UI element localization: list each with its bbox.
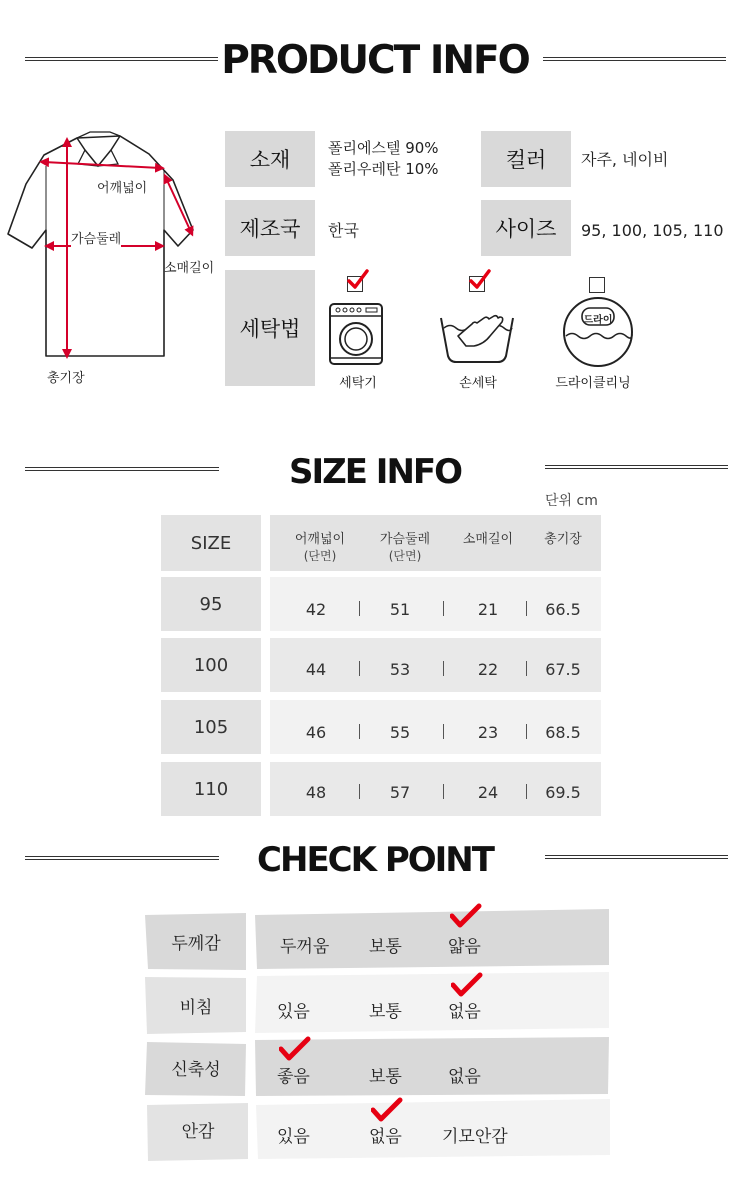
size-cell-divider [526,661,527,676]
size-col-sub: (단면) [388,549,422,563]
size-col-name: 어깨넓이 [294,532,346,547]
size-cell-divider [526,601,527,616]
size-cell: 46 [305,723,327,742]
size-cell-divider [359,784,360,799]
size-cell: 53 [389,660,411,679]
check-mark-icon [347,268,369,292]
size-col-name: 소매길이 [462,532,514,547]
check-mark-icon [451,972,483,998]
check-label: 비침 [179,998,213,1018]
color-label: 컬러 [481,131,571,187]
size-cell: 68.5 [545,723,581,742]
size-col-name: 가슴둘레 [379,532,431,547]
dry-clean-icon [562,296,634,368]
size-cell: 57 [389,783,411,802]
check-option: 얇음 [448,937,481,957]
check-option: 보통 [369,1067,402,1087]
size-cell-divider [443,724,444,739]
size-cell: 55 [389,723,411,742]
check-mark-icon [450,903,482,929]
check-option: 없음 [448,1067,481,1087]
size-unit: 단위 cm [545,493,598,509]
check-mark-icon [469,268,491,292]
size-cell-divider [359,724,360,739]
size-row-label: 110 [161,762,261,816]
dry-clean-badge: 드라이 [583,315,613,326]
size-col-name: 총기장 [544,532,582,547]
size-cell: 51 [389,600,411,619]
size-cell: 21 [477,600,499,619]
size-cell-divider [526,784,527,799]
wash-label: 세탁법 [225,270,315,386]
origin-label: 제조국 [225,200,315,256]
size-cell-divider [443,661,444,676]
color-value: 자주, 네이비 [581,150,669,169]
check-option: 보통 [369,1002,402,1022]
check-option: 없음 [369,1127,402,1147]
size-header-cell: SIZE [161,515,261,571]
size-cell: 69.5 [545,783,581,802]
diagram-label-sleeve: 소매길이 [164,261,215,276]
size-value: 95, 100, 105, 110 [581,221,724,240]
washing-machine-icon [328,302,384,366]
material-line-1: 폴리에스텔 90% [328,139,439,157]
size-cell: 67.5 [545,660,581,679]
size-cell-divider [443,601,444,616]
size-cell: 22 [477,660,499,679]
size-info-title: SIZE INFO [288,452,462,492]
diagram-label-chest: 가슴둘레 [71,228,121,247]
wash-caption-dry: 드라이클리닝 [555,376,631,391]
check-option: 두꺼움 [280,937,330,957]
size-cell-divider [359,601,360,616]
check-option: 있음 [277,1127,310,1147]
material-line-2: 폴리우레탄 10% [328,160,439,178]
check-option: 기모안감 [442,1127,508,1147]
origin-value: 한국 [328,221,359,240]
wash-caption-machine: 세탁기 [339,376,377,391]
size-row-label: 105 [161,700,261,754]
size-col-header [275,532,365,564]
wash-caption-hand: 손세탁 [459,376,497,391]
check-label: 안감 [181,1121,215,1142]
check-label: 신축성 [171,1059,221,1080]
size-cell: 23 [477,723,499,742]
material-label: 소재 [225,131,315,187]
size-cell-divider [359,661,360,676]
check-point-title: CHECK POINT [257,840,493,880]
size-cell: 48 [305,783,327,802]
size-col-sub: (단면) [303,549,337,563]
diagram-label-shoulder: 어깨넓이 [97,177,147,196]
product-info-title: PRODUCT INFO [221,38,529,83]
size-row-label: 95 [161,577,261,631]
size-col-header [518,532,608,548]
size-row-label: 100 [161,638,261,692]
check-mark-icon [371,1097,403,1123]
size-label: 사이즈 [481,200,571,256]
size-cell-divider [443,784,444,799]
shirt-diagram [0,120,225,390]
diagram-label-length: 총기장 [47,371,85,386]
check-mark-icon [279,1036,311,1062]
size-cell: 44 [305,660,327,679]
check-option: 있음 [277,1002,310,1022]
size-cell-divider [526,724,527,739]
check-option: 좋음 [277,1067,310,1087]
check-option: 보통 [369,937,402,957]
hand-wash-icon [438,306,516,366]
size-cell: 66.5 [545,600,581,619]
size-cell: 42 [305,600,327,619]
wash-checkbox-dry [589,277,605,293]
check-label: 두께감 [171,934,221,954]
check-option: 없음 [448,1002,481,1022]
size-cell: 24 [477,783,499,802]
size-col-header [360,532,450,564]
